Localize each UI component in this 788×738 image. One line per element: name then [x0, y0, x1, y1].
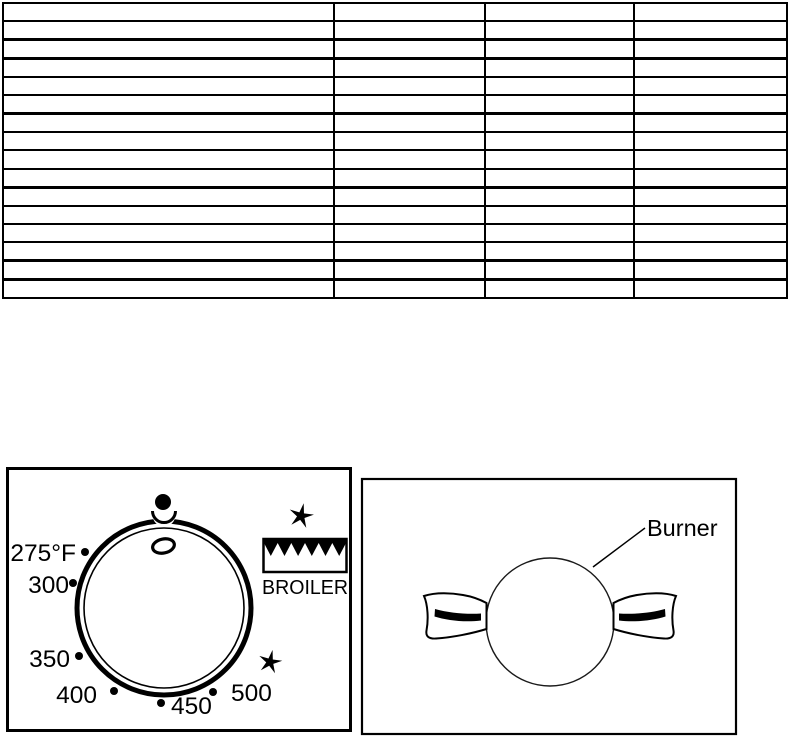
table-row — [3, 132, 787, 150]
table-row — [3, 40, 787, 59]
knob-oval-mark — [151, 537, 175, 555]
label-500: 500 — [231, 680, 272, 707]
burner-right-wing — [614, 593, 677, 638]
table-cell — [334, 169, 485, 188]
table-cell — [334, 279, 485, 298]
table-cell — [485, 260, 634, 279]
table-cell — [334, 206, 485, 224]
table-cell — [3, 95, 334, 114]
table-cell — [334, 260, 485, 279]
tick-dot-450 — [157, 699, 165, 707]
blank-table-body — [3, 3, 787, 298]
table-cell — [3, 206, 334, 224]
table-cell — [334, 21, 485, 40]
table-cell — [485, 132, 634, 150]
table-row — [3, 260, 787, 279]
spark-star-icon — [287, 501, 316, 529]
oven-dial-figure — [0, 460, 360, 738]
table-cell — [3, 77, 334, 95]
table-cell — [634, 21, 787, 40]
table-cell — [634, 95, 787, 114]
table-cell — [3, 260, 334, 279]
table-row — [3, 150, 787, 168]
label-450: 450 — [171, 693, 212, 720]
table-cell — [3, 132, 334, 150]
tick-dot-275 — [81, 548, 89, 556]
table-cell — [485, 150, 634, 168]
burner-label: Burner — [647, 515, 718, 541]
table-cell — [634, 3, 787, 21]
table-cell — [634, 169, 787, 188]
table-cell — [634, 150, 787, 168]
table-cell — [3, 21, 334, 40]
broiler-label: BROILER — [262, 577, 348, 599]
table-cell — [334, 95, 485, 114]
table-cell — [485, 40, 634, 59]
tick-dot-300 — [69, 579, 77, 587]
label-350: 350 — [29, 646, 70, 673]
table-cell — [485, 242, 634, 261]
table-cell — [3, 150, 334, 168]
label-300: 300 — [28, 572, 69, 599]
broiler-flame-teeth-icon — [264, 539, 346, 556]
table-cell — [334, 59, 485, 78]
table-cell — [3, 279, 334, 298]
table-cell — [634, 206, 787, 224]
burner-head — [486, 558, 614, 686]
table-row — [3, 59, 787, 78]
table-cell — [634, 114, 787, 133]
table-cell — [3, 114, 334, 133]
table-cell — [334, 150, 485, 168]
table-cell — [485, 206, 634, 224]
table-row — [3, 21, 787, 40]
table-cell — [334, 187, 485, 206]
blank-table — [2, 2, 788, 299]
table-cell — [634, 224, 787, 242]
table-cell — [3, 59, 334, 78]
table-cell — [634, 77, 787, 95]
tick-dot-400 — [110, 687, 118, 695]
table-cell — [3, 3, 334, 21]
spark-star-icon — [256, 647, 284, 674]
tick-dot-350 — [75, 652, 83, 660]
table-cell — [634, 132, 787, 150]
table-cell — [485, 21, 634, 40]
table-cell — [3, 224, 334, 242]
table-cell — [3, 242, 334, 261]
table-row — [3, 224, 787, 242]
label-275f: 275°F — [10, 540, 76, 567]
table-row — [3, 279, 787, 298]
table-cell — [634, 260, 787, 279]
table-cell — [485, 95, 634, 114]
table-cell — [3, 187, 334, 206]
table-row — [3, 77, 787, 95]
table-cell — [485, 77, 634, 95]
table-row — [3, 242, 787, 261]
table-cell — [485, 187, 634, 206]
table-row — [3, 187, 787, 206]
table-cell — [334, 77, 485, 95]
table-cell — [334, 242, 485, 261]
table-cell — [634, 59, 787, 78]
table-cell — [634, 279, 787, 298]
table-cell — [334, 40, 485, 59]
table-row — [3, 206, 787, 224]
burner-left-wing — [424, 593, 487, 638]
broil-symbols — [256, 501, 348, 675]
table-cell — [634, 40, 787, 59]
table-cell — [334, 132, 485, 150]
table-cell — [485, 114, 634, 133]
knob-pointer-dot — [155, 494, 171, 510]
table-cell — [485, 3, 634, 21]
table-cell — [334, 224, 485, 242]
burner-figure — [355, 465, 788, 738]
table-cell — [334, 114, 485, 133]
table-row — [3, 169, 787, 188]
table-cell — [634, 242, 787, 261]
table-cell — [485, 279, 634, 298]
table-cell — [3, 169, 334, 188]
table-cell — [485, 169, 634, 188]
table-cell — [334, 3, 485, 21]
table-row — [3, 3, 787, 21]
table-row — [3, 95, 787, 114]
table-cell — [634, 187, 787, 206]
oven-dial-knob — [77, 494, 251, 695]
table-cell — [485, 59, 634, 78]
burner-callout-line — [593, 528, 645, 567]
table-cell — [485, 224, 634, 242]
table-row — [3, 114, 787, 133]
label-400: 400 — [56, 682, 97, 709]
table-cell — [3, 40, 334, 59]
